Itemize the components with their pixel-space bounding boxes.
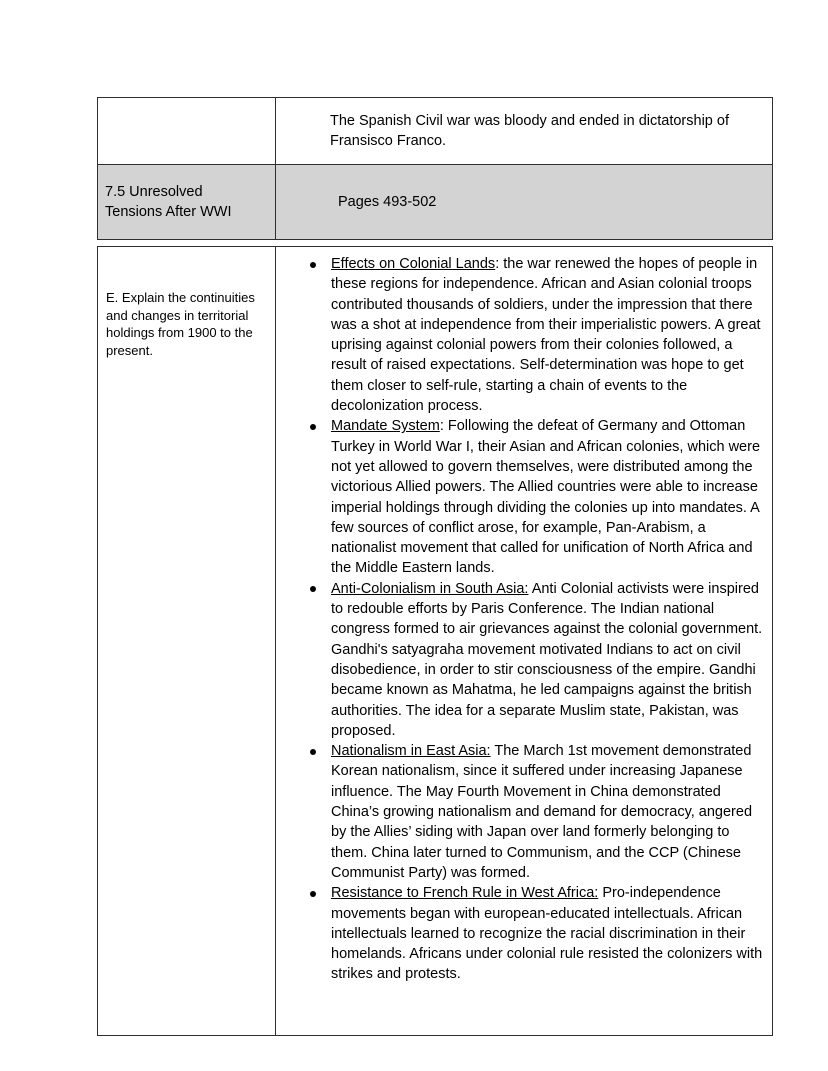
bullet-icon <box>310 586 316 592</box>
notes-table-top <box>97 97 773 240</box>
bullet-icon <box>310 891 316 897</box>
notes-table-body <box>97 246 773 1036</box>
bullet-text: The March 1st movement demonstrated Korean nationalism, since it suffered under increasing Japanese influence. The May Fourth Movement in China demonstrated China’s growing nationalism and demand for democracy, angered by the Allies’ siding with Japan over land formerly belonging to them. China later turned to Communism, and the CCP (Chinese Communist Party) was formed. <box>331 743 753 881</box>
pages-cell <box>276 165 773 240</box>
bullet-heading: Anti-Colonialism in South Asia: <box>331 580 529 597</box>
notes-bullet-list <box>283 254 766 985</box>
bullet-text: Anti Colonial activists were inspired to redouble efforts by Paris Conference. The Indian national congress formed to air grievances against the colonial government. Gandhi's satyagraha movement motivated Indians to act on civil disobedience, in order to stir consciousness of the empire. Gandhi became known as Mahatma, he led campaigns against the british authorities. The idea for a separate Muslim state, Pakistan, was proposed. <box>331 580 763 739</box>
list-item <box>283 579 766 741</box>
objective-text: E. Explain the continuities and changes in territorial holdings from 1900 to the present. <box>106 290 255 358</box>
pages-text: Pages 493-502 <box>338 193 437 210</box>
bullet-icon <box>310 749 316 755</box>
bullet-heading: Mandate System <box>331 418 440 435</box>
bullet-icon <box>310 424 316 430</box>
list-item <box>283 416 766 578</box>
bullet-text: : Following the defeat of Germany and Ottoman Turkey in World War I, their Asian and African colonies, which were not yet allowed to govern themselves, were distributed among the victorious Allied powers. The Allied countries were able to increase imperial holdings through dividing the colonies up into mandates. A few sources of conflict arose, for example, Pan-Arabism, a nationalist movement that called for unification of North Africa and the Middle Eastern lands. <box>331 418 761 577</box>
objective-cell <box>98 247 276 1036</box>
list-item <box>283 254 766 416</box>
notes-document <box>97 97 772 1036</box>
table-row <box>98 98 773 165</box>
list-item <box>283 883 766 984</box>
section-title: 7.5 Unresolved Tensions After WWI <box>105 183 232 220</box>
notes-cell <box>276 247 773 1036</box>
section-header-row <box>98 165 773 240</box>
bullet-heading: Nationalism in East Asia: <box>331 743 491 760</box>
bullet-text: Pro-independence movements began with european-educated intellectuals. African intellectuals learned to recognize the racial discrimination in their homelands. Africans under colonial rule resisted the colonizers with strikes and protests. <box>331 885 763 983</box>
bullet-heading: Effects on Colonial Lands <box>331 256 496 272</box>
section-title-cell <box>98 165 276 240</box>
bullet-heading: Resistance to French Rule in West Africa: <box>331 885 599 902</box>
spanish-civil-war-cell <box>276 98 773 165</box>
table-row <box>98 247 773 1036</box>
bullet-icon <box>310 262 316 268</box>
empty-cell <box>98 98 276 165</box>
spanish-civil-war-text: The Spanish Civil war was bloody and ended in dictatorship of Fransisco Franco. <box>330 112 729 149</box>
bullet-text: : the war renewed the hopes of people in these regions for independence. African and Asian colonial troops contributed thousands of soldiers, under the impression that there was a shot at independence from their imperialistic powers. A great uprising against colonial powers from their colonies followed, a result of raised expectations. Self-determination was hope to get them closer to self-rule, starting a chain of events to the decolonization process. <box>331 256 761 415</box>
list-item <box>283 741 766 883</box>
